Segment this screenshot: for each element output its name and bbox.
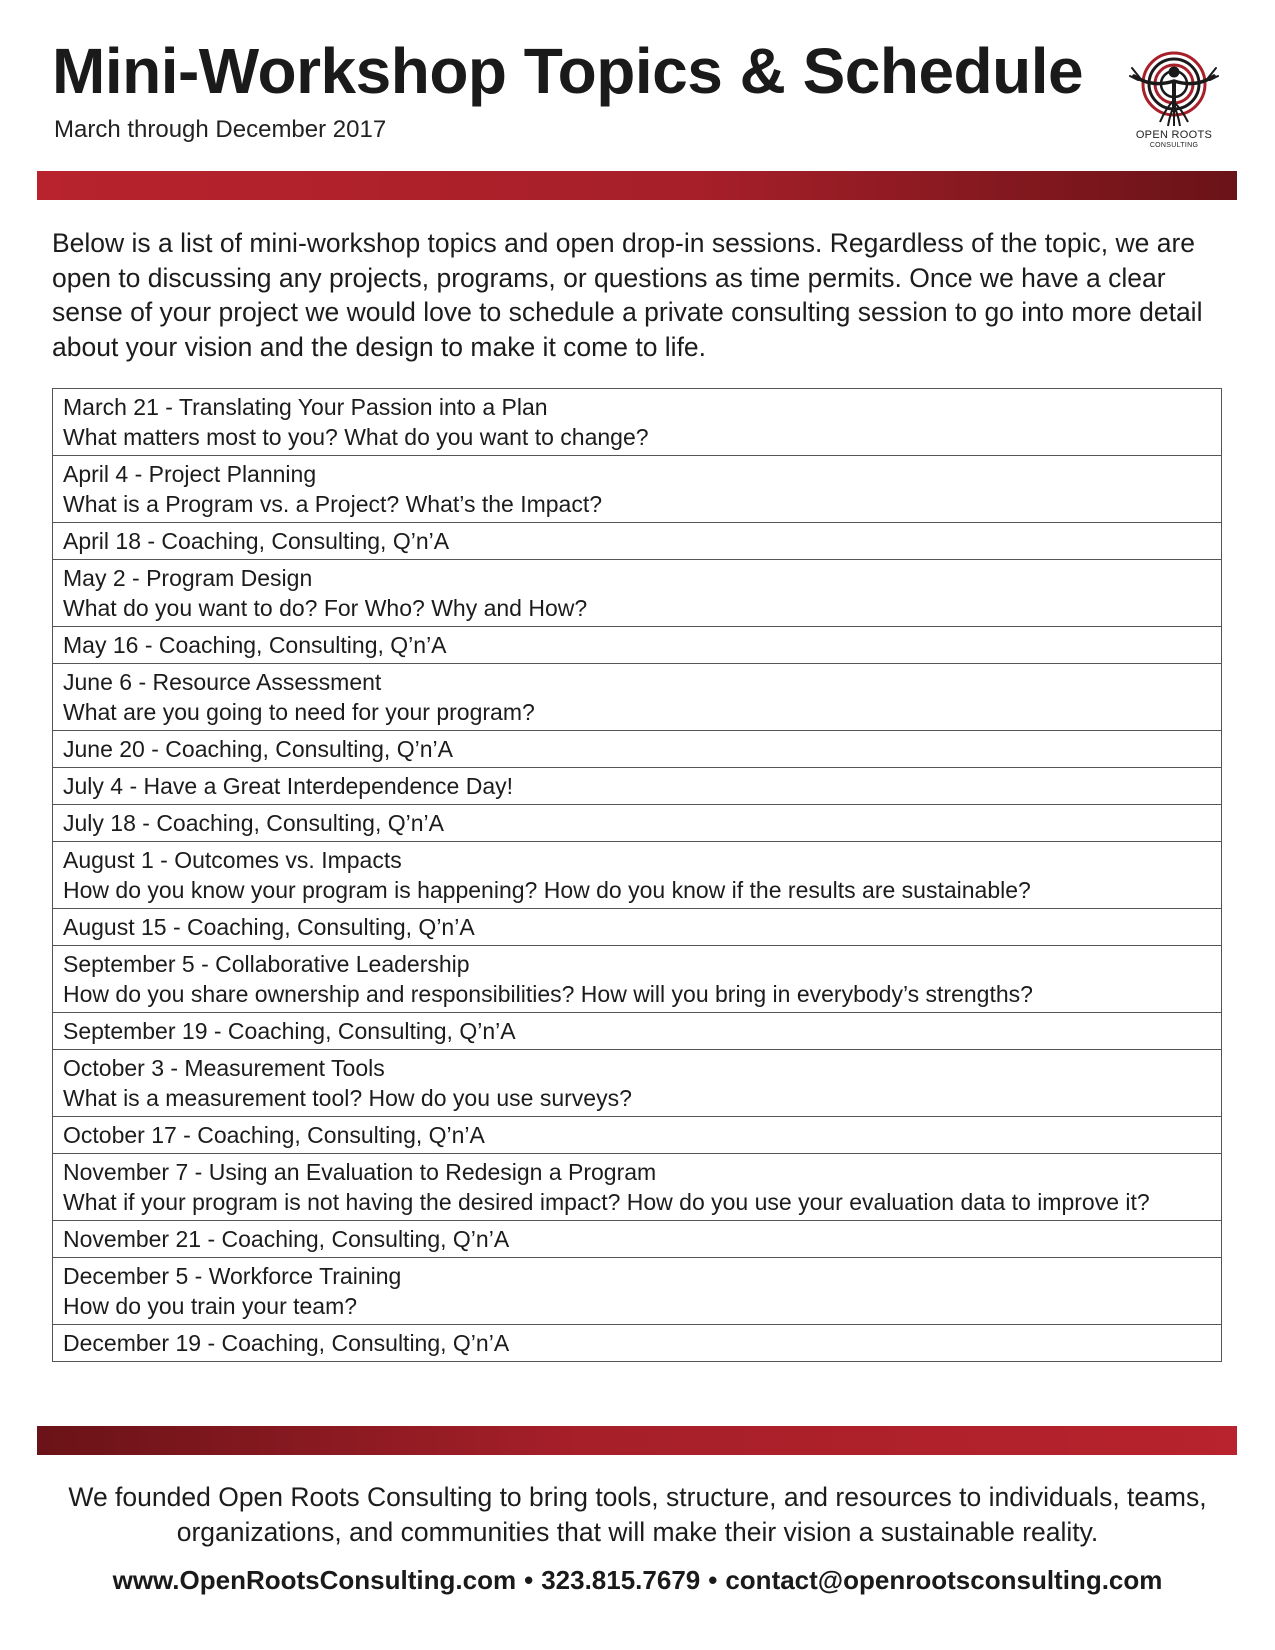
logo-subname: CONSULTING <box>1149 142 1199 149</box>
session-title: May 16 - Coaching, Consulting, Q’n’A <box>63 632 447 658</box>
session-description: What is a measurement tool? How do you use surveys? <box>63 1085 632 1111</box>
contact-line <box>40 1565 1235 1596</box>
session-title: August 15 - Coaching, Consulting, Q’n’A <box>63 914 475 940</box>
session-title: October 17 - Coaching, Consulting, Q’n’A <box>63 1122 485 1148</box>
schedule-row <box>53 1324 1221 1361</box>
email-link[interactable]: contact@openrootsconsulting.com <box>725 1565 1163 1595</box>
schedule-row <box>53 1153 1221 1220</box>
schedule-row <box>53 626 1221 663</box>
schedule-row <box>53 767 1221 804</box>
session-description: What matters most to you? What do you want to change? <box>63 424 649 450</box>
session-title: September 19 - Coaching, Consulting, Q’n’A <box>63 1018 516 1044</box>
page-title: Mini-Workshop Topics & Schedule <box>52 35 1084 107</box>
session-title: December 19 - Coaching, Consulting, Q’n’A <box>63 1330 510 1356</box>
session-description: What are you going to need for your program? <box>63 699 535 725</box>
session-title: April 4 - Project Planning <box>63 461 317 487</box>
phone-number[interactable]: 323.815.7679 <box>541 1565 701 1595</box>
schedule-list <box>52 388 1222 1362</box>
schedule-row <box>53 663 1221 730</box>
footer-mission-text: We founded Open Roots Consulting to bring tools, structure, and resources to individuals, teams, organizations, and communities that will make their vision a sustainable reality. <box>68 1482 1207 1547</box>
session-title: June 20 - Coaching, Consulting, Q’n’A <box>63 736 453 762</box>
session-title: June 6 - Resource Assessment <box>63 669 382 695</box>
session-description: What do you want to do? For Who? Why and How? <box>63 595 588 621</box>
session-title: May 2 - Program Design <box>63 565 313 591</box>
session-title: March 21 - Translating Your Passion into a Plan <box>63 394 548 420</box>
separator-dot: • <box>708 1565 718 1595</box>
schedule-row <box>53 1116 1221 1153</box>
session-title: October 3 - Measurement Tools <box>63 1055 385 1081</box>
session-title: April 18 - Coaching, Consulting, Q’n’A <box>63 528 450 554</box>
schedule-row <box>53 804 1221 841</box>
session-title: November 21 - Coaching, Consulting, Q’n’A <box>63 1226 510 1252</box>
top-divider-band <box>37 171 1237 200</box>
intro-paragraph: Below is a list of mini-workshop topics and open drop-in sessions. Regardless of the topic, we are open to discussing any projects, programs, or questions as time permits. Once we have a clear sense of your project we would love to schedule a private consulting session to go into more detail about your vision and the design to make it come to life. <box>52 228 1203 362</box>
logo-name: OPEN ROOTS <box>1135 129 1213 141</box>
schedule-row <box>53 1012 1221 1049</box>
schedule-row <box>53 389 1221 455</box>
schedule-row <box>53 730 1221 767</box>
company-logo <box>1118 40 1230 160</box>
tree-figure-logo-icon <box>1126 40 1222 128</box>
schedule-row <box>53 559 1221 626</box>
session-title: November 7 - Using an Evaluation to Redesign a Program <box>63 1159 657 1185</box>
separator-dot: • <box>524 1565 534 1595</box>
schedule-row <box>53 1220 1221 1257</box>
session-description: How do you know your program is happening? How do you know if the results are sustainable? <box>63 877 1031 903</box>
schedule-row <box>53 841 1221 908</box>
schedule-row <box>53 908 1221 945</box>
schedule-row <box>53 945 1221 1012</box>
session-description: What is a Program vs. a Project? What’s the Impact? <box>63 491 603 517</box>
session-description: What if your program is not having the desired impact? How do you use your evaluation data to improve it? <box>63 1189 1150 1215</box>
session-description: How do you train your team? <box>63 1293 358 1319</box>
schedule-row <box>53 1049 1221 1116</box>
session-title: September 5 - Collaborative Leadership <box>63 951 470 977</box>
bottom-divider-band <box>37 1426 1237 1455</box>
session-title: December 5 - Workforce Training <box>63 1263 402 1289</box>
schedule-row <box>53 455 1221 522</box>
session-title: August 1 - Outcomes vs. Impacts <box>63 847 402 873</box>
schedule-row <box>53 522 1221 559</box>
session-title: July 18 - Coaching, Consulting, Q’n’A <box>63 810 444 836</box>
session-title: July 4 - Have a Great Interdependence Day! <box>63 773 514 799</box>
page-subtitle: March through December 2017 <box>54 116 387 143</box>
website-link[interactable]: www.OpenRootsConsulting.com <box>112 1565 517 1595</box>
schedule-row <box>53 1257 1221 1324</box>
session-description: How do you share ownership and responsibilities? How will you bring in everybody’s strengths? <box>63 981 1033 1007</box>
